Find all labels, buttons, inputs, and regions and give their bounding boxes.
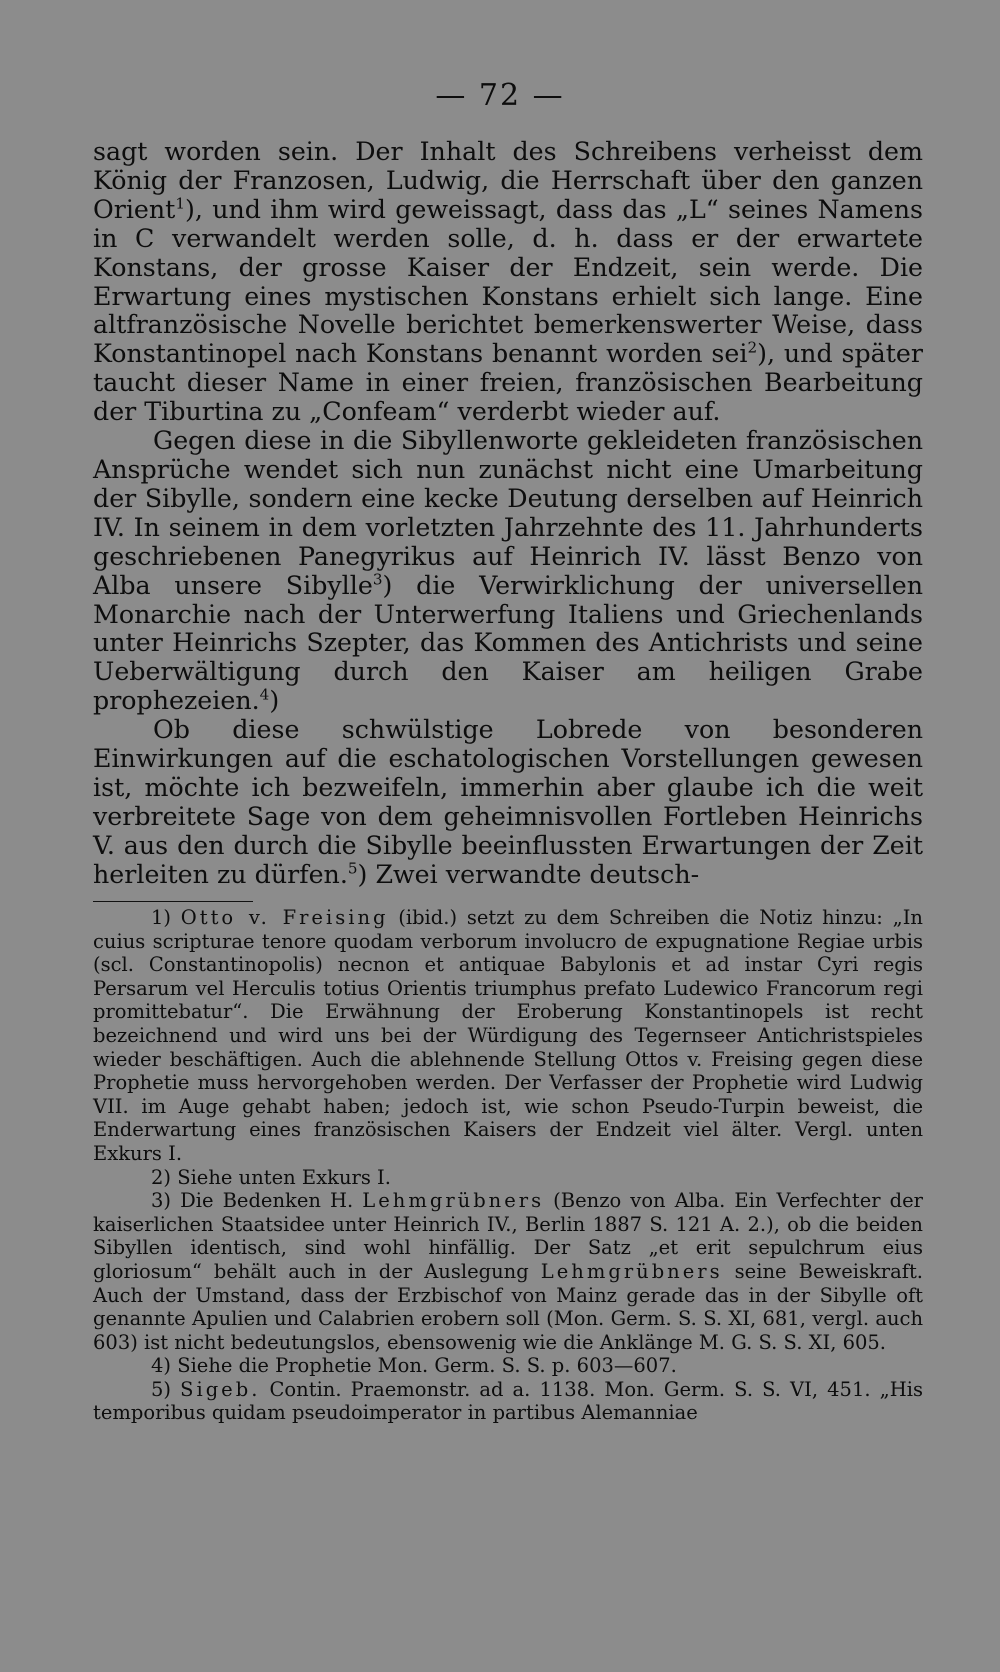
footnote-text: (Benzo von Alba. Ein Verfechter der kaiserlichen Staatsidee unter Heinrich IV., Berlin 1887 S. 121 A. 2.), ob die beiden Sibyllen identisch, sind wohl hinfällig. Der Satz „et erit sepulchrum eius gloriosum“ behält auch in der Auslegung: [93, 1189, 923, 1283]
footnote-ref-5: 5: [347, 859, 358, 878]
text-run: Ob diese schwülstige Lobrede von besonderen Einwirkungen auf die eschatologischen Vorstellungen gewesen ist, möchte ich bezweifeln, immerhin aber glaube ich die weit verbreitete Sage von dem geheimnisvollen Fortleben Heinrichs V. aus den durch die Sibylle beeinflussten Erwartungen der Zeit herleiten zu dürfen.: [93, 715, 923, 889]
footnote-text: seine Beweiskraft. Auch der Umstand, dass der Erzbischof von Mainz gerade das in der Sibylle oft genannte Apulien und Calabrien erobern soll (Mon. Germ. S. S. XI, 681, vergl. auch 603) ist nicht bedeutungslos, ebensowenig wie die Anklänge M. G. S. S. XI, 605.: [93, 1259, 923, 1354]
footnote-number: 5): [151, 1377, 181, 1401]
footnote-2: 2) Siehe unten Exkurs I.: [151, 1165, 391, 1189]
footnote-ref-3: 3: [372, 570, 383, 589]
text-run: ): [269, 686, 280, 716]
text-run: ), und ihm wird geweissagt, dass das „L“ seines Namens in C verwandelt werden solle, d. h. dass er der erwartete Konstans, der grosse Kaiser der Endzeit, sein werde. Die Erwartung eines mystischen Konstans erhielt sich lange. Eine altfranzösische Novelle berichtet bemerkenswerter Weise, dass Konstantinopel nach Konstans benannt worden sei: [93, 194, 923, 369]
main-text: [93, 138, 923, 890]
footnote-5: [93, 1378, 923, 1425]
footnote-1: [93, 906, 923, 1166]
footnote-number: 1): [151, 906, 181, 929]
text-run: Gegen diese in die Sibyllenworte gekleideten französischen Ansprüche wendet sich nun zunächst nicht eine Umarbeitung der Sibylle, sondern eine kecke Deutung derselben auf Heinrich IV. In seinem in dem vorletzten Jahrzehnte des 11. Jahrhunderts geschriebenen Panegyrikus auf Heinrich IV. lässt Benzo von Alba unsere Sibylle: [93, 426, 923, 600]
paragraph-1: [93, 138, 923, 427]
footnote-ref-2: 2: [747, 338, 758, 357]
text-run: ), und später taucht dieser Name in einer freien, französischen Bearbeitung der Tiburtina zu „Confeam“ verderbt wieder auf.: [93, 339, 923, 427]
footnote-ref-1: 1: [175, 194, 186, 213]
footnote-text: 3) Die Bedenken H.: [151, 1189, 363, 1213]
footnote-author: Lehmgrübners: [362, 1189, 545, 1213]
page-number: — 72 —: [435, 78, 565, 113]
footnote-divider: [93, 901, 253, 902]
text-run: ) die Verwirklichung der universellen Monarchie nach der Unterwerfung Italiens und Griechenlands unter Heinrichs Szepter, das Kommen des Antichrists und seine Ueberwältigung durch den Kaiser am heiligen Grabe prophezeien.: [93, 570, 923, 716]
footnote-4: 4) Siehe die Prophetie Mon. Germ. S. S. p. 603—607.: [151, 1354, 677, 1378]
footnote-author: Lehmgrübners: [540, 1259, 723, 1283]
footnote-author: Sigeb.: [180, 1377, 261, 1401]
paragraph-3: [93, 716, 923, 889]
text-run: ) Zwei verwandte deutsch-: [357, 859, 700, 889]
paragraph-2: [93, 427, 923, 716]
footnote-3: [93, 1189, 923, 1354]
footnotes: [93, 906, 923, 1425]
footnote-ref-4: 4: [259, 685, 270, 704]
footnote-text: (ibid.) setzt zu dem Schreiben die Notiz hinzu: „In cuius scripturae tenore quodam verborum involucro de expugnatione Regiae urbis (scl. Constantinopolis) necnon et antiquae Babylonis et ad instar Cyri regis Persarum vel Herculis totius Orientis triumphus prefato Ludewico Francorum regi promittebatur“. Die Erwähnung der Eroberung Konstantinopels ist recht bezeichnend und wird uns bei der Würdigung des Tegernseer Antichristspieles wieder beschäftigen. Auch die ablehnende Stellung Ottos v. Freising gegen diese Prophetie muss hervorgehoben werden. Der Verfasser der Prophetie wird Ludwig VII. im Auge gehabt haben; jedoch ist, wie schon Pseudo-Turpin beweist, die Enderwartung eines französischen Kaisers der Endzeit viel älter. Vergl. unten Exkurs I.: [93, 906, 923, 1165]
footnote-text: Contin. Praemonstr. ad a. 1138. Mon. Germ. S. S. VI, 451. „His temporibus quidam pseudoimperator in partibus Alemanniae: [93, 1377, 923, 1425]
footnote-author: Otto v. Freising: [180, 906, 389, 929]
text-run: sagt worden sein. Der Inhalt des Schreibens verheisst dem König der Franzosen, Ludwig, die Herrschaft über den ganzen Orient: [93, 137, 923, 224]
